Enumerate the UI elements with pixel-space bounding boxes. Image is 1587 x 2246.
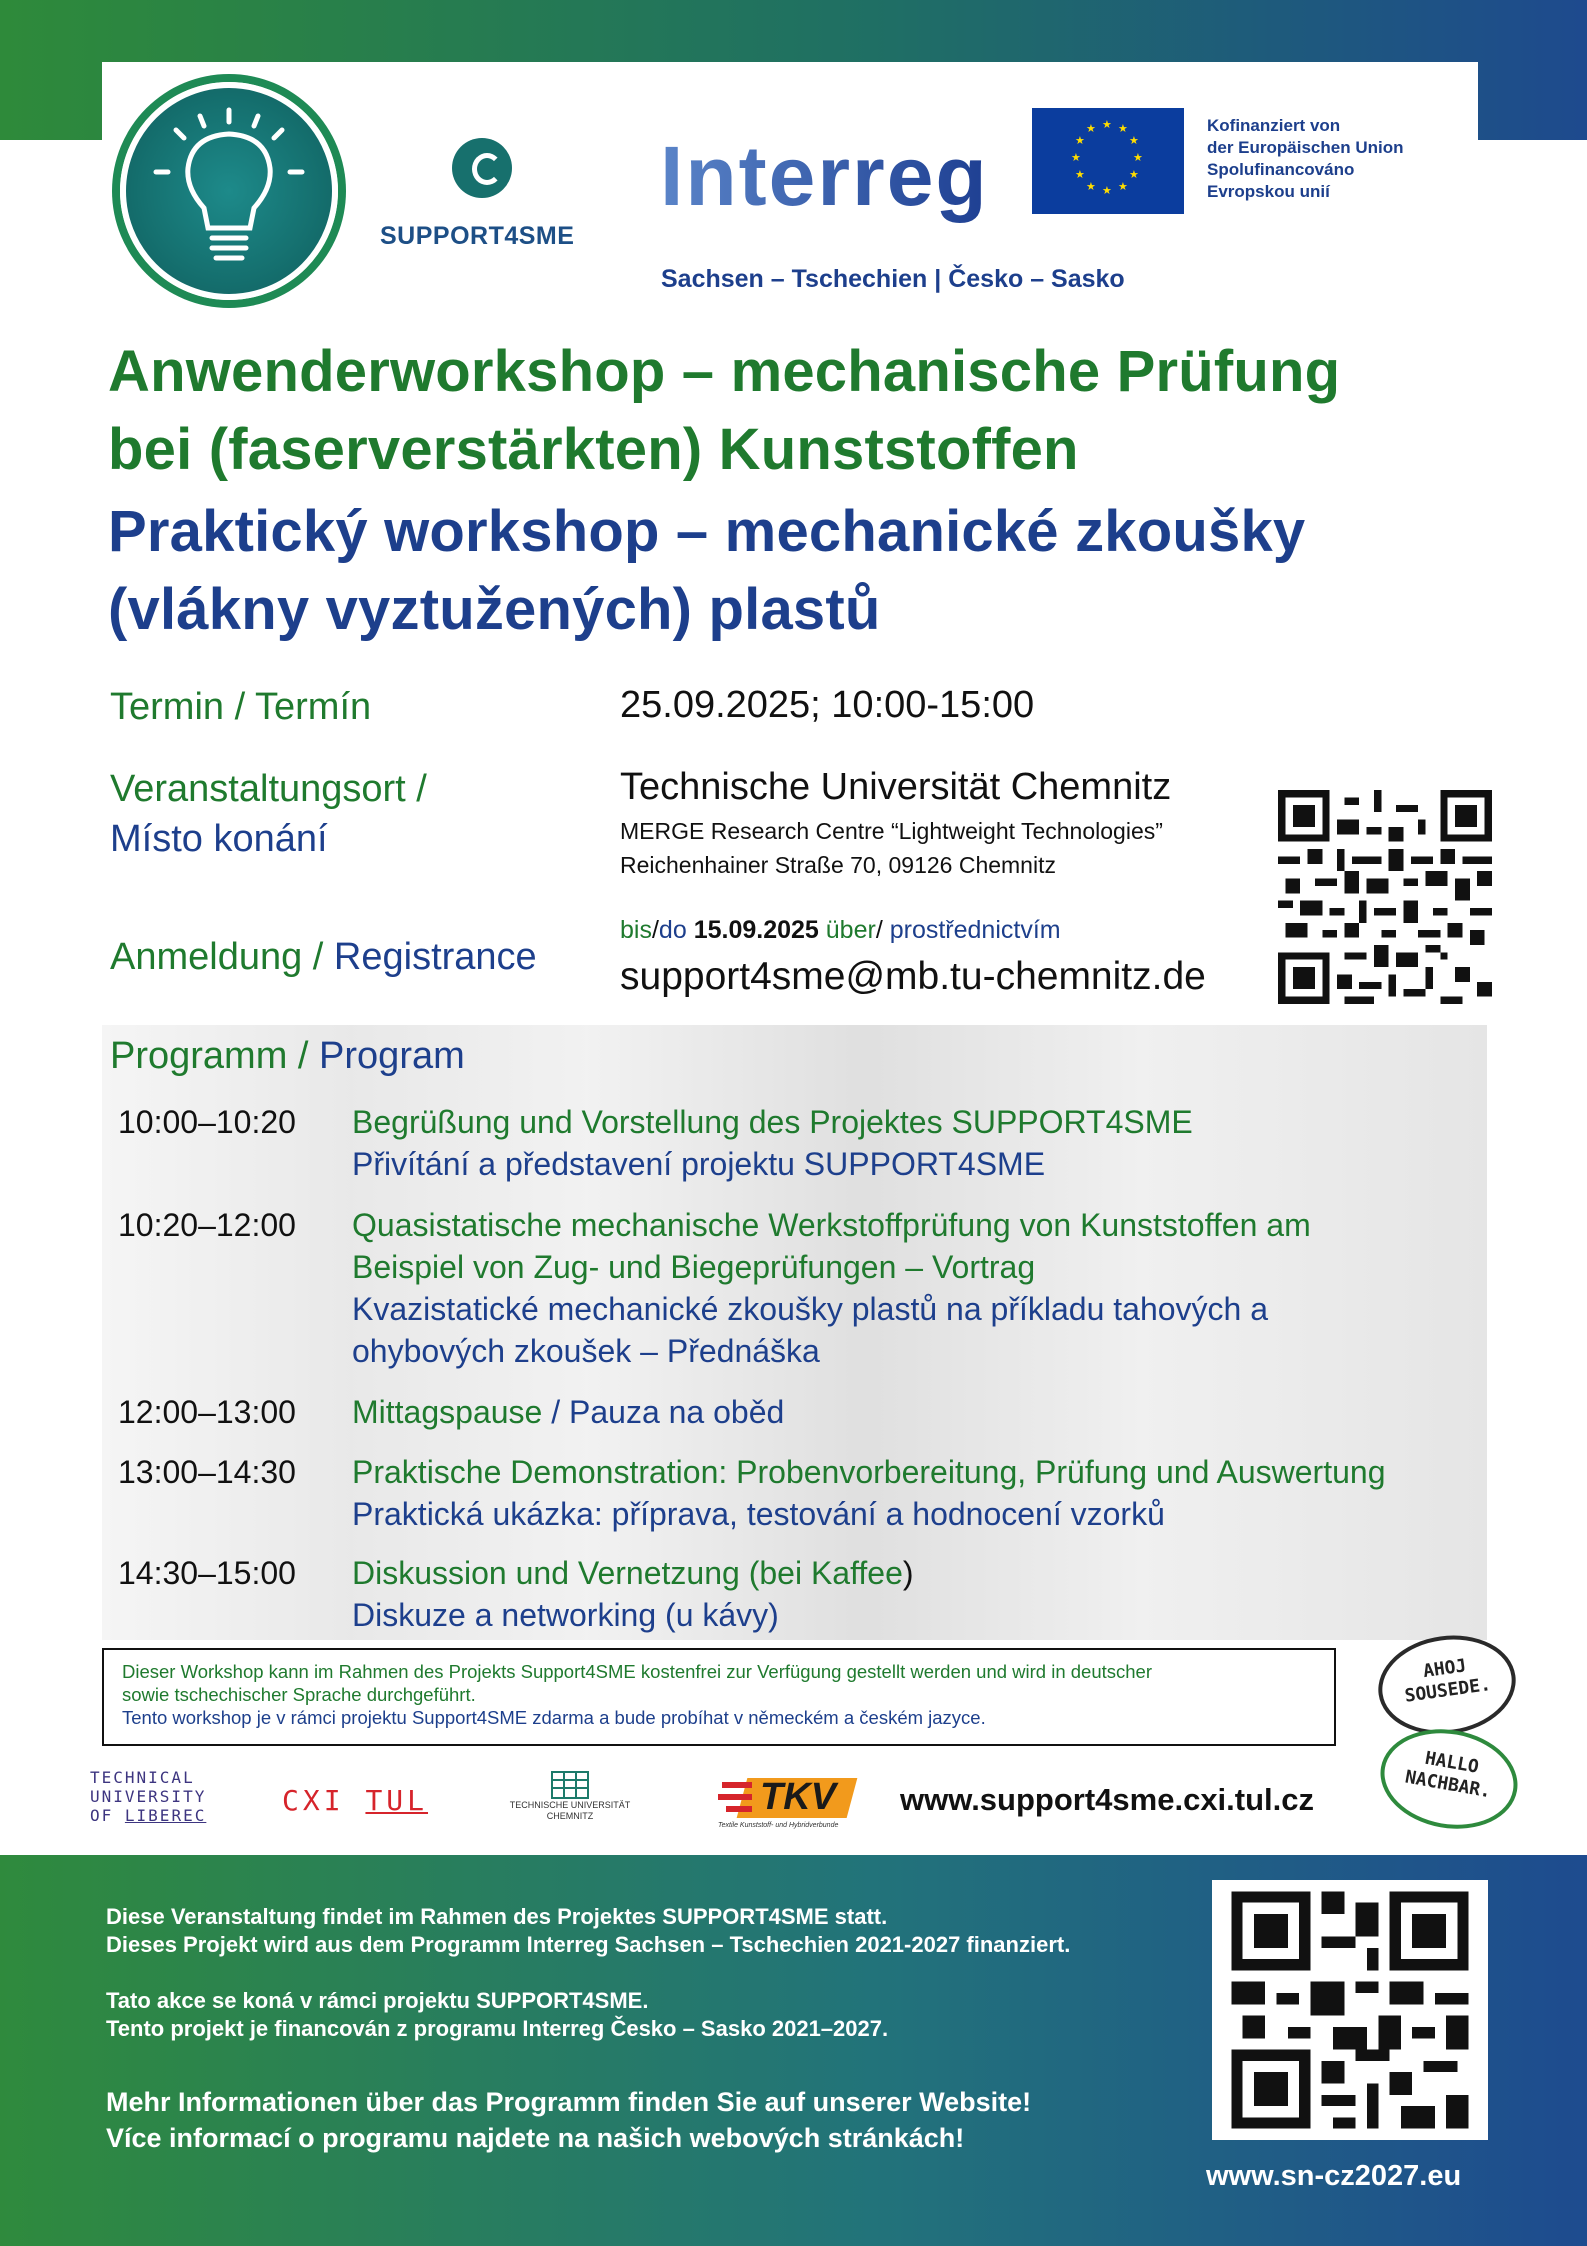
tu-chemnitz-logo: TECHNISCHE UNIVERSITÄT CHEMNITZ xyxy=(505,1770,635,1822)
title-cz-line1: Praktický workshop – mechanické zkoušky xyxy=(108,499,1306,564)
program-item-5: Diskussion und Vernetzung (bei Kaffee) Diskuze a networking (u kávy) xyxy=(352,1555,914,1633)
region-line: Sachsen – Tschechien | Česko – Sasko xyxy=(661,265,1125,293)
place-label-line1: Veranstaltungsort / xyxy=(110,768,427,810)
program-heading: Programm / Program xyxy=(110,1035,465,1077)
program-time-5: 14:30–15:00 xyxy=(118,1555,296,1591)
footer-cz-line1: Tato akce se koná v rámci projektu SUPPORT4SME. xyxy=(106,1988,649,2013)
program-item-2: Quasistatische mechanische Werkstoffprüfung von Kunststoffen am Beispiel von Zug- und Biegeprüfungen – Vortrag Kvazistatické mechanické zkoušky plastů na příkladu tahových a ohybových zkoušek – Přednáška xyxy=(352,1207,1311,1369)
lightbulb-logo-icon xyxy=(120,82,338,300)
registration-label: Anmeldung / Registrance xyxy=(110,936,537,978)
cofinanced-text: Kofinanziert von der Europäischen Union Spolufinancováno Evropskou unií xyxy=(1207,116,1404,201)
eu-flag-icon: ★ ★ ★ ★ ★ ★ ★ ★ ★ ★ ★ ★ xyxy=(1032,108,1184,214)
notice-de-line2: sowie tschechischer Sprache durchgeführt. xyxy=(122,1684,476,1705)
program-item-3: Mittagspause / Pauza na oběd xyxy=(352,1394,785,1430)
footer-cz-line2: Tento projekt je financován z programu Interreg Česko – Sasko 2021–2027. xyxy=(106,2016,889,2041)
date-label: Termin / Termín xyxy=(110,686,372,728)
program-item-4: Praktische Demonstration: Probenvorbereitung, Prüfung und Auswertung Praktická ukázka: příprava, testování a hodnocení vzorků xyxy=(352,1454,1386,1532)
support4sme-logo-icon xyxy=(452,138,512,198)
bubble-hallo: HALLO NACHBAR. xyxy=(1373,1719,1526,1839)
tul-logo: TECHNICAL UNIVERSITY OF LIBEREC xyxy=(90,1768,207,1825)
qr-code-registration[interactable] xyxy=(1278,790,1492,1004)
bubble-ahoj: AHOJ SOUSEDE. xyxy=(1372,1627,1522,1743)
project-website-link[interactable]: www.support4sme.cxi.tul.cz xyxy=(900,1782,1315,1817)
tu-chemnitz-icon xyxy=(550,1770,590,1800)
title-de-line1: Anwenderworkshop – mechanische Prüfung xyxy=(108,339,1341,404)
footer-de-line1: Diese Veranstaltung findet im Rahmen des Projektes SUPPORT4SME statt. xyxy=(106,1904,888,1929)
programme-website-link[interactable]: www.sn-cz2027.eu xyxy=(1206,2160,1462,2192)
footer-more-cz: Více informací o programu najdete na našich webových stránkách! xyxy=(106,2123,965,2153)
registration-email[interactable]: support4sme@mb.tu-chemnitz.de xyxy=(620,955,1206,998)
program-time-2: 10:20–12:00 xyxy=(118,1207,296,1243)
program-time-3: 12:00–13:00 xyxy=(118,1394,296,1430)
cxi-tul-logo: CXI TUL xyxy=(282,1784,429,1817)
place-label-line2: Místo konání xyxy=(110,818,328,860)
program-time-4: 13:00–14:30 xyxy=(118,1454,296,1490)
neighbour-speech-bubbles xyxy=(1376,1636,1510,1828)
date-value: 25.09.2025; 10:00-15:00 xyxy=(620,684,1035,726)
interreg-logo-text: Interreg xyxy=(660,129,989,223)
notice-box xyxy=(102,1648,1336,1746)
place-value-line2: MERGE Research Centre “Lightweight Technologies” xyxy=(620,818,1163,844)
registration-deadline: bis/do 15.09.2025 über/ prostřednictvím xyxy=(620,916,1061,944)
title-cz-line2: (vlákny vyztužených) plastů xyxy=(108,577,881,642)
qr-code-programme[interactable] xyxy=(1212,1880,1488,2140)
support4sme-logo-text: SUPPORT4SME xyxy=(380,222,575,250)
place-value-line3: Reichenhainer Straße 70, 09126 Chemnitz xyxy=(620,852,1056,878)
notice-cz-line: Tento workshop je v rámci projektu Support4SME zdarma a bude probíhat v německém a českém jazyce. xyxy=(122,1707,986,1728)
tkv-logo: TKV Textile Kunststoff- und Hybridverbunde xyxy=(718,1772,860,1834)
footer-de-line2: Dieses Projekt wird aus dem Programm Interreg Sachsen – Tschechien 2021-2027 finanziert. xyxy=(106,1932,1071,1957)
program-time-1: 10:00–10:20 xyxy=(118,1104,296,1140)
footer-more-de: Mehr Informationen über das Programm finden Sie auf unserer Website! xyxy=(106,2087,1032,2117)
place-value-main: Technische Universität Chemnitz xyxy=(620,766,1172,808)
program-item-1: Begrüßung und Vorstellung des Projektes SUPPORT4SME Přivítání a představení projektu SUPPORT4SME xyxy=(352,1104,1193,1182)
notice-de-line1: Dieser Workshop kann im Rahmen des Projekts Support4SME kostenfrei zur Verfügung gestellt werden und wird in deutscher xyxy=(122,1661,1153,1682)
title-de-line2: bei (faserverstärkten) Kunststoffen xyxy=(108,417,1079,482)
